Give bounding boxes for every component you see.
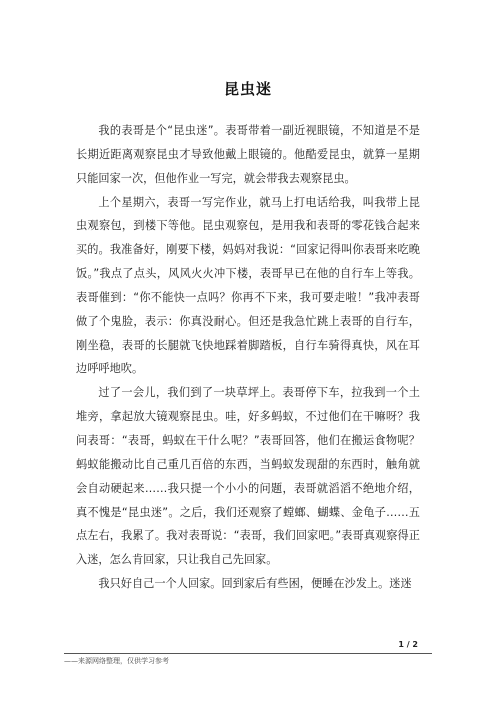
page-title: 昆虫迷 [223, 80, 272, 98]
paragraph-4: 我只好自己一个人回家。回到家后有些困，便睡在沙发上。迷迷 [98, 577, 412, 591]
document-body [76, 119, 420, 596]
footer-divider [64, 653, 432, 654]
footer-source-note: ——来源网络整理，仅供学习参考 [64, 657, 169, 665]
paragraph-1: 我的表哥是个“昆虫迷”。表哥带着一副近视眼镜，不知道是不是长期近距离观察昆虫才导致他戴上眼镜的。他酷爱昆虫，就算一星期只能回家一次，但他作业一写完，就会带我去观察昆虫。 [76, 124, 420, 185]
paragraph-2: 上个星期六，表哥一写完作业，就马上打电话给我，叫我带上昆虫观察包，到楼下等他。昆虫观察包，是用我和表哥的零花钱合起来买的。我准备好，刚要下楼，妈妈对我说：“回家记得叫你表哥来吃晚饭。”我点了点头，风风火火冲下楼，表哥早已在他的自行车上等我。表哥催到：“你不能快一点吗？你再不下来，我可要走啦！”我冲表哥做了个鬼脸，表示：你真没耐心。但还是我急忙跳上表哥的自行车，刚坐稳，表哥的长腿就飞快地踩着脚踏板，自行车骑得真快，风在耳边呼呼地吹。 [76, 195, 420, 376]
page-number: 1 / 2 [398, 640, 418, 649]
paragraph-3: 过了一会儿，我们到了一块草坪上。表哥停下车，拉我到一个土堆旁，拿起放大镜观察昆虫。哇，好多蚂蚁，不过他们在干嘛呀？我问表哥：“表哥，蚂蚁在干什么呢？”表哥回答，他们在搬运食物呢？蚂蚁能搬动比自己重几百倍的东西，当蚂蚁发现甜的东西时，触角就会自动硬起来……我只提一个小小的问题，表哥就滔滔不绝地介绍，真不愧是“昆虫迷”。之后，我们还观察了螳螂、蝴蝶、金龟子……五点左右，我累了。我对表哥说：“表哥，我们回家吧。”表哥真观察得正入迷，怎么肯回家，只让我自己先回家。 [76, 386, 420, 567]
